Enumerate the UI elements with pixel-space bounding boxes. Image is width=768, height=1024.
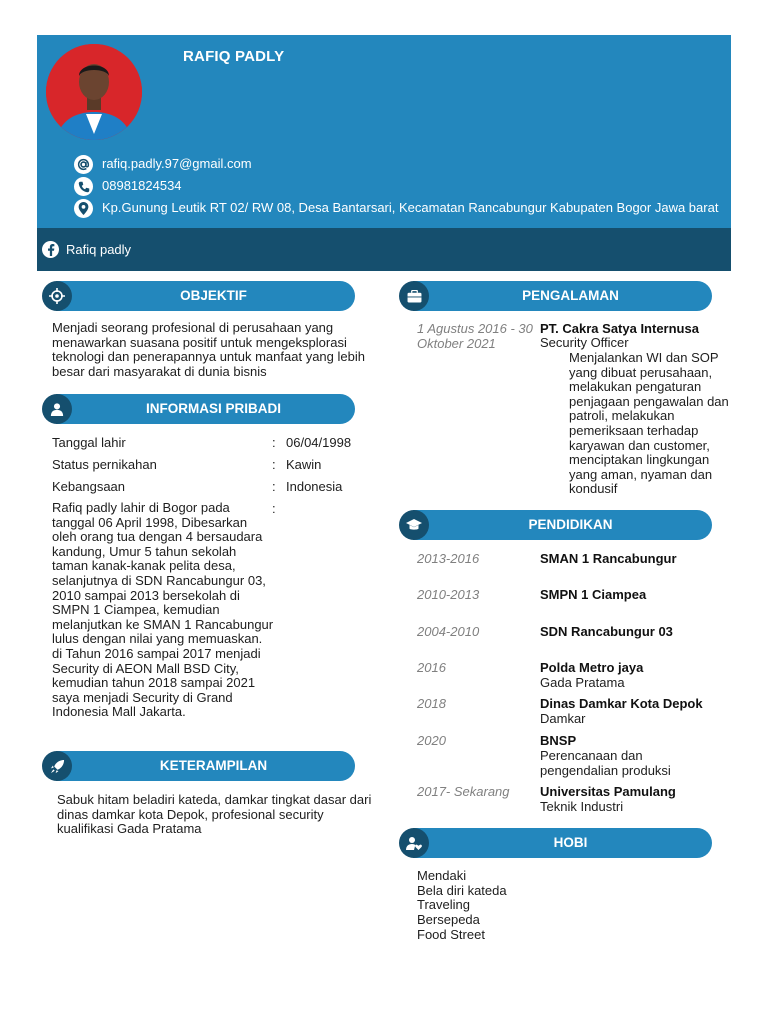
education-period: 2018 bbox=[417, 696, 446, 711]
graduation-cap-icon bbox=[399, 510, 429, 540]
experience-period: 1 Agustus 2016 - 30 Oktober 2021 bbox=[417, 321, 533, 351]
info-label: Tanggal lahir bbox=[52, 435, 126, 450]
education-title: Universitas Pamulang bbox=[540, 784, 676, 799]
experience-description: Menjalankan WI dan SOP yang dibuat perusahaan, melakukan pengaturan penjagaan pengawalan dan patroli, melakukan pemeriksaan terhadap karyawan dan customer, menciptakan lingkungan yang aman, nyaman dan kondusif bbox=[569, 350, 729, 497]
pengalaman-title: PENGALAMAN bbox=[522, 288, 619, 303]
phone-text: 08981824534 bbox=[102, 178, 182, 193]
keterampilan-title: KETERAMPILAN bbox=[159, 758, 268, 773]
informasi-title: INFORMASI PRIBADI bbox=[146, 401, 281, 416]
education-period: 2016 bbox=[417, 660, 446, 675]
bio-colon: : bbox=[272, 501, 276, 516]
at-icon bbox=[74, 155, 93, 174]
candidate-name: RAFIQ PADLY bbox=[183, 48, 285, 65]
person-heart-icon bbox=[399, 828, 429, 858]
info-colon: : bbox=[272, 479, 276, 494]
education-title: Dinas Damkar Kota Depok bbox=[540, 696, 703, 711]
hobi-title: HOBI bbox=[553, 835, 588, 850]
education-subtitle: Gada Pratama bbox=[540, 675, 625, 690]
info-value: 06/04/1998 bbox=[286, 435, 352, 450]
hobby-item: Food Street bbox=[417, 927, 485, 942]
phone-icon bbox=[74, 177, 93, 196]
education-title: SDN Rancabungur 03 bbox=[540, 624, 673, 639]
map-pin-icon bbox=[74, 199, 93, 218]
info-row-kebangsaan bbox=[52, 479, 343, 494]
biography-text: Rafiq padly lahir di Bogor pada tanggal 06 April 1998, Dibesarkan oleh orang tua dengan 4 bersaudara kandung, Umur 5 tahun sekolah taman kanak-kanak pelita desa, selanjutnya di SDN Rancabungur 03, 2010 sampai 2013 bersekolah di SMPN 1 Ciampea, kemudian melanjutkan ke SMAN 1 Rancabungur lulus dengan nilai yang memuaskan. di Tahun 2016 sampai 2017 menjadi Security di AEON Mall BSD City, kemudian tahun 2018 sampai 2021 saya menjadi Security di Grand Indonesia Mall Jakarta. bbox=[52, 500, 274, 720]
info-row-tanggal bbox=[52, 435, 352, 450]
keterampilan-header bbox=[42, 751, 355, 781]
info-colon: : bbox=[272, 457, 276, 472]
education-subtitle: Damkar bbox=[540, 711, 586, 726]
objektif-title: OBJEKTIF bbox=[180, 288, 247, 303]
rocket-icon bbox=[42, 751, 72, 781]
briefcase-icon bbox=[399, 281, 429, 311]
pengalaman-header bbox=[399, 281, 712, 311]
experience-company: PT. Cakra Satya Internusa bbox=[540, 321, 699, 336]
hobby-item: Traveling bbox=[417, 897, 470, 912]
social-bar bbox=[37, 228, 731, 271]
hobby-item: Bersepeda bbox=[417, 912, 480, 927]
hobi-header bbox=[399, 828, 712, 858]
education-title: SMPN 1 Ciampea bbox=[540, 587, 647, 602]
email-text: rafiq.padly.97@gmail.com bbox=[102, 156, 252, 171]
education-period: 2020 bbox=[417, 733, 446, 748]
hobby-item: Bela diri kateda bbox=[417, 883, 507, 898]
education-period: 2013-2016 bbox=[417, 551, 480, 566]
address-text: Kp.Gunung Leutik RT 02/ RW 08, Desa Bantarsari, Kecamatan Rancabungur Kabupaten Bogor Jawa barat bbox=[102, 200, 719, 215]
education-subtitle: Perencanaan dan pengendalian produksi bbox=[540, 748, 671, 778]
education-title: Polda Metro jaya bbox=[540, 660, 644, 675]
education-title: BNSP bbox=[540, 733, 577, 748]
education-title: SMAN 1 Rancabungur bbox=[540, 551, 677, 566]
experience-role: Security Officer bbox=[540, 335, 629, 350]
info-row-status bbox=[52, 457, 322, 472]
education-period: 2010-2013 bbox=[417, 587, 480, 602]
info-label: Status pernikahan bbox=[52, 457, 157, 472]
objektif-text: Menjadi seorang profesional di perusahaan yang menawarkan suasana positif untuk mengeksplorasi teknologi dan penerapannya untuk manfaat yang lebih besar dari masyarakat di dunia bisnis bbox=[52, 320, 365, 380]
education-period: 2004-2010 bbox=[417, 624, 480, 639]
info-value: Kawin bbox=[286, 457, 322, 472]
profile-photo bbox=[46, 44, 142, 140]
info-label: Kebangsaan bbox=[52, 479, 126, 494]
hobby-item: Mendaki bbox=[417, 868, 467, 883]
pendidikan-title: PENDIDIKAN bbox=[528, 517, 613, 532]
facebook-name: Rafiq padly bbox=[66, 242, 132, 257]
objektif-header bbox=[42, 281, 355, 311]
person-icon bbox=[42, 394, 72, 424]
info-value: Indonesia bbox=[286, 479, 343, 494]
info-colon: : bbox=[272, 435, 276, 450]
pendidikan-header bbox=[399, 510, 712, 540]
informasi-header bbox=[42, 394, 355, 424]
facebook-icon bbox=[42, 241, 59, 258]
education-subtitle: Teknik Industri bbox=[540, 799, 624, 814]
keterampilan-text: Sabuk hitam beladiri kateda, damkar tingkat dasar dari dinas damkar kota Depok, profesional security kualifikasi Gada Pratama bbox=[57, 792, 372, 837]
education-period: 2017- Sekarang bbox=[417, 784, 510, 799]
target-icon bbox=[42, 281, 72, 311]
